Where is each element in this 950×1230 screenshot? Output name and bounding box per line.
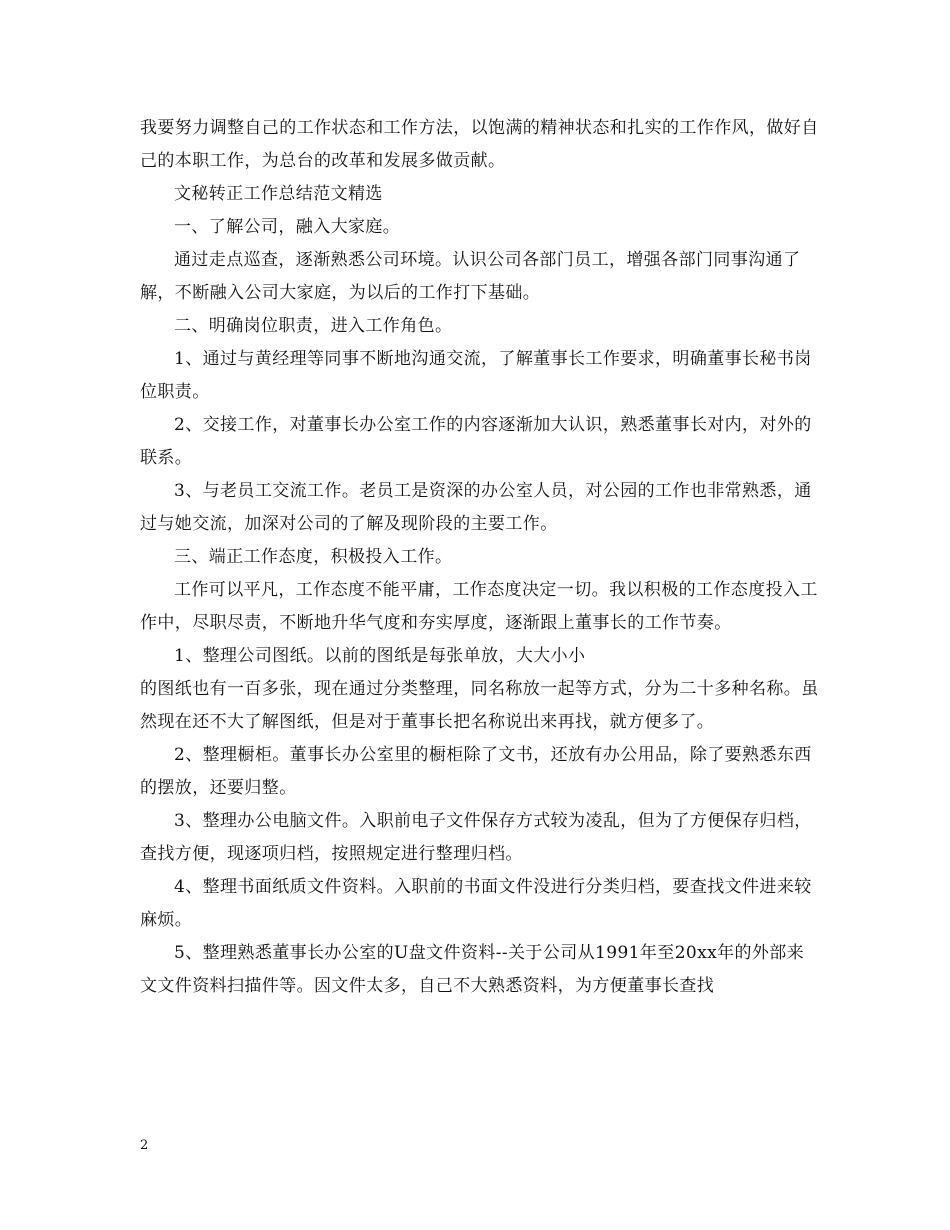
heading-3: 三、端正工作态度，积极投入工作。 [174,547,453,567]
list-item: 4、整理书面纸质文件资料。入职前的书面文件没进行分类归档，要查找文件进来较麻烦。 [140,877,812,930]
paragraph-continuation: 的图纸也有一百多张，现在通过分类整理，同名称放一起等方式，分为二十多种名称。虽然现在还不大了解图纸，但是对于董事长把名称说出来再找，就方便多了。 [140,679,819,732]
paragraph: 我要努力调整自己的工作状态和工作方法，以饱满的精神状态和扎实的工作作风，做好自己的本职工作，为总台的改革和发展多做贡献。 [140,118,819,171]
list-item: 2、交接工作，对董事长办公室工作的内容逐渐加大认识，熟悉董事长对内，对外的联系。 [140,415,812,468]
list-item: 2、整理橱柜。董事长办公室里的橱柜除了文书，还放有办公用品，除了要熟悉东西的摆放，还要归整。 [140,745,812,798]
document-body [140,112,820,1003]
list-item: 1、通过与黄经理等同事不断地沟通交流，了解董事长工作要求，明确董事长秘书岗位职责。 [140,349,812,402]
list-item: 5、整理熟悉董事长办公室的U盘文件资料--关于公司从1991年至20xx年的外部来文文件资料扫描件等。因文件太多，自己不大熟悉资料，为方便董事长查找 [140,943,805,996]
list-item: 1、整理公司图纸。以前的图纸是每张单放，大大小小 [174,646,586,666]
paragraph: 通过走点巡查，逐渐熟悉公司环境。认识公司各部门员工，增强各部门同事沟通了解，不断融入公司大家庭，为以后的工作打下基础。 [140,250,801,303]
section-title: 文秘转正工作总结范文精选 [174,184,383,204]
list-item: 3、与老员工交流工作。老员工是资深的办公室人员，对公园的工作也非常熟悉，通过与她交流，加深对公司的了解及现阶段的主要工作。 [140,481,812,534]
page-number: 2 [140,1138,149,1153]
paragraph: 工作可以平凡，工作态度不能平庸，工作态度决定一切。我以积极的工作态度投入工作中，尽职尽责，不断地升华气度和夯实厚度，逐渐跟上董事长的工作节奏。 [140,580,818,633]
heading-1: 一、了解公司，融入大家庭。 [174,217,401,237]
list-item: 3、整理办公电脑文件。入职前电子文件保存方式较为凌乱，但为了方便保存归档，查找方便，现逐项归档，按照规定进行整理归档。 [140,811,812,864]
heading-2: 二、明确岗位职责，进入工作角色。 [174,316,453,336]
